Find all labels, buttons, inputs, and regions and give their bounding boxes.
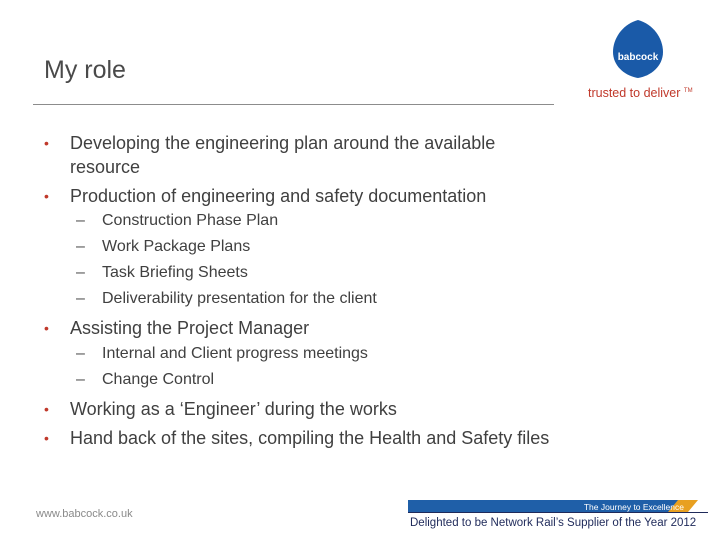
bullet-item <box>44 184 570 208</box>
sub-bullet-item <box>76 370 562 390</box>
sub-bullet-marker: – <box>76 264 85 281</box>
sub-bullet-item <box>76 344 562 364</box>
bullet-marker: • <box>44 135 49 151</box>
bullet-text: Working as a ‘Engineer’ during the works <box>70 399 397 419</box>
sub-bullet-text: Internal and Client progress meetings <box>102 345 368 362</box>
sub-bullet-marker: – <box>76 371 85 388</box>
bullet-marker: • <box>44 320 49 336</box>
sub-bullet-marker: – <box>76 345 85 362</box>
banner-tagline: The Journey to Excellence <box>583 502 684 512</box>
bullet-item <box>44 397 570 421</box>
sub-bullet-item <box>76 211 562 231</box>
bullet-text: Developing the engineering plan around the available resource <box>70 133 496 177</box>
bullet-item <box>44 131 570 179</box>
bullet-item <box>44 316 570 340</box>
logo-tagline-text: trusted to deliver <box>588 86 681 100</box>
sub-bullet-marker: – <box>76 290 85 307</box>
banner-award-text: Delighted to be Network Rail’s Supplier of the Year 2012 <box>410 517 697 529</box>
bullet-text: Assisting the Project Manager <box>70 318 310 338</box>
sub-bullet-text: Deliverability presentation for the client <box>102 290 377 307</box>
bullet-text: Production of engineering and safety documentation <box>70 186 487 206</box>
logo-trademark: TM <box>683 87 693 94</box>
sub-bullet-text: Task Briefing Sheets <box>102 264 248 281</box>
sub-bullet-text: Construction Phase Plan <box>102 212 279 229</box>
sub-bullet-item <box>76 263 562 283</box>
footer-url: www.babcock.co.uk <box>36 508 133 520</box>
bullet-marker: • <box>44 188 49 204</box>
bullet-marker: • <box>44 401 49 417</box>
bullet-item <box>44 426 570 450</box>
sub-bullet-item <box>76 289 562 309</box>
logo-wordmark: babcock <box>617 52 659 63</box>
page-title: My role <box>44 56 126 84</box>
sub-bullet-text: Work Package Plans <box>102 238 251 255</box>
supplier-banner <box>408 500 708 540</box>
bullet-marker: • <box>44 430 49 446</box>
sub-bullet-marker: – <box>76 212 85 229</box>
sub-bullet-marker: – <box>76 238 85 255</box>
bullet-text: Hand back of the sites, compiling the Health and Safety files <box>70 428 550 448</box>
sub-bullet-text: Change Control <box>102 371 215 388</box>
sub-bullet-item <box>76 237 562 257</box>
